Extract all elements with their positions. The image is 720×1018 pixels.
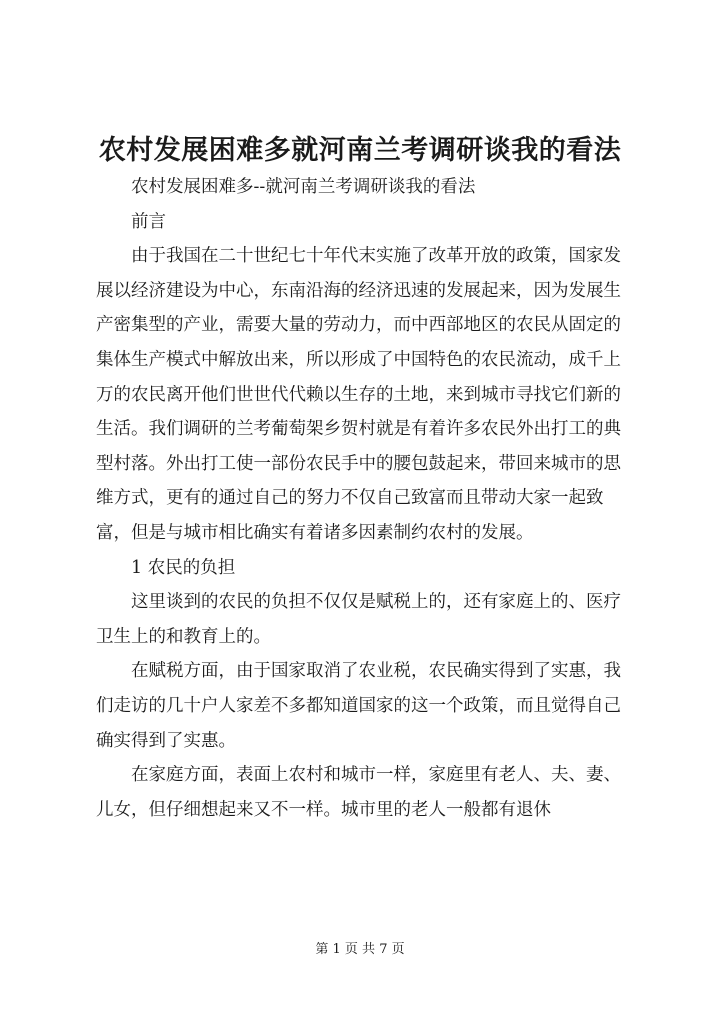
document-body — [96, 170, 631, 827]
document-title: 农村发展困难多就河南兰考调研谈我的看法 — [98, 135, 622, 166]
page-footer: 第 1 页 共 7 页 — [315, 942, 405, 957]
body-paragraph: 在家庭方面，表面上农村和城市一样，家庭里有老人、夫、妻、儿女，但仔细想起来又不一样。城市里的老人一般都有退休 — [96, 765, 621, 820]
body-paragraph: 由于我国在二十世纪七十年代末实施了改革开放的政策，国家发展以经济建设为中心，东南沿海的经济迅速的发展起来，因为发展生产密集型的产业，需要大量的劳动力，而中西部地区的农民从固定的集体生产模式中解放出来，所以形成了中国特色的农民流动，成千上万的农民离开他们世世代代赖以生存的土地，来到城市寻找它们新的生活。我们调研的兰考葡萄架乡贺村就是有着许多农民外出打工的典型村落。外出打工使一部份农民手中的腰包鼓起来，带回来城市的思维方式，更有的通过自己的努力不仅自己致富而且带动大家一起致富，但是与城市相比确实有着诸多因素制约农村的发展。 — [96, 246, 621, 543]
body-paragraph: 在赋税方面，由于国家取消了农业税，农民确实得到了实惠，我们走访的几十户人家差不多都知道国家的这一个政策，而且觉得自己确实得到了实惠。 — [96, 661, 621, 751]
section-heading: 1 农民的负担 — [131, 557, 236, 578]
preface-heading: 前言 — [131, 211, 166, 232]
subtitle-paragraph: 农村发展困难多--就河南兰考调研谈我的看法 — [131, 177, 476, 197]
body-paragraph: 这里谈到的农民的负担不仅仅是赋税上的，还有家庭上的、医疗卫生上的和教育上的。 — [96, 592, 621, 647]
